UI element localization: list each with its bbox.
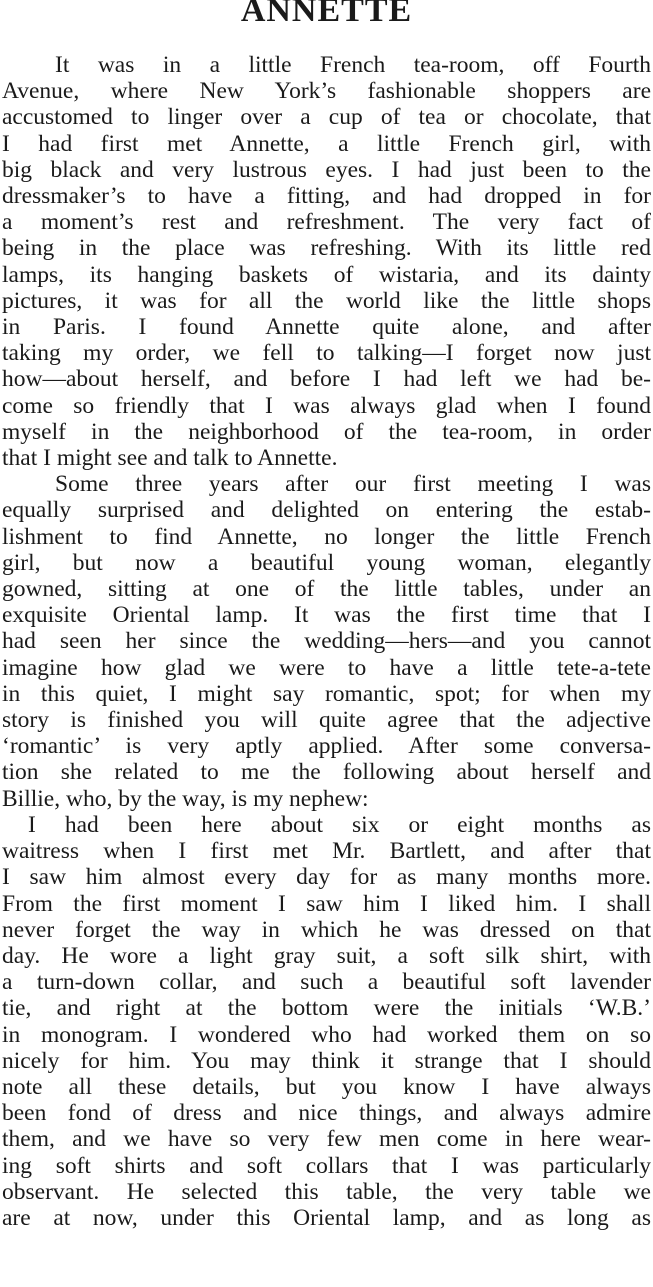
paragraph-1 bbox=[2, 52, 651, 471]
text-line: that I might see and talk to Annette. bbox=[2, 445, 338, 472]
text-line: accustomed to linger over a cup of tea or chocolate, that bbox=[2, 104, 651, 131]
text-line: waitress when I first met Mr. Bartlett, and after that bbox=[2, 838, 651, 865]
text-line: equally surprised and delighted on entering the estab- bbox=[2, 497, 651, 524]
text-line: I saw him almost every day for as many months more. bbox=[2, 864, 651, 891]
article-body bbox=[2, 52, 651, 1231]
text-line: tie, and right at the bottom were the initials ‘W.B.’ bbox=[2, 995, 651, 1022]
text-line: pictures, it was for all the world like the little shops bbox=[2, 287, 651, 314]
text-line: Avenue, where New York’s fashionable shoppers are bbox=[2, 78, 651, 105]
text-line: story is finished you will quite agree that the adjective bbox=[2, 707, 651, 734]
text-line: From the first moment I saw him I liked him. I shall bbox=[2, 890, 651, 917]
text-line: ing soft shirts and soft collars that I was particularly bbox=[2, 1152, 651, 1179]
text-line: how—about herself, and before I had left we had be- bbox=[2, 366, 651, 393]
text-line: girl, but now a beautiful young woman, elegantly bbox=[2, 549, 651, 576]
text-line: I had first met Annette, a little French girl, with bbox=[2, 130, 651, 157]
text-line: in monogram. I wondered who had worked them on so bbox=[2, 1021, 651, 1048]
text-line: come so friendly that I was always glad when I found bbox=[2, 392, 651, 419]
text-line: nicely for him. You may think it strange that I should bbox=[2, 1047, 651, 1074]
text-line: had seen her since the wedding—hers—and you cannot bbox=[2, 628, 651, 655]
text-line: ‘romantic’ is very aptly applied. After some conversa- bbox=[2, 733, 651, 760]
text-line: Billie, who, by the way, is my nephew: bbox=[2, 785, 369, 812]
text-line: taking my order, we fell to talking—I forget now just bbox=[2, 340, 651, 367]
text-line: dressmaker’s to have a fitting, and had dropped in for bbox=[2, 183, 651, 210]
text-line: been fond of dress and nice things, and always admire bbox=[2, 1100, 651, 1127]
text-line: a turn-down collar, and such a beautiful soft lavender bbox=[2, 969, 651, 996]
text-line: myself in the neighborhood of the tea-room, in order bbox=[2, 418, 651, 445]
text-line: Some three years after our first meeting I was bbox=[55, 471, 651, 498]
text-line: in Paris. I found Annette quite alone, and after bbox=[2, 314, 651, 341]
text-line: lishment to find Annette, no longer the little French bbox=[2, 523, 651, 550]
text-line: are at now, under this Oriental lamp, and as long as bbox=[2, 1204, 651, 1231]
text-line: tion she related to me the following about herself and bbox=[2, 759, 651, 786]
paragraph-2 bbox=[2, 471, 651, 812]
text-line: I had been here about six or eight months as bbox=[28, 811, 651, 838]
text-line: big black and very lustrous eyes. I had just been to the bbox=[2, 156, 651, 183]
text-line: lamps, its hanging baskets of wistaria, and its dainty bbox=[2, 261, 651, 288]
text-line: note all these details, but you know I have always bbox=[2, 1073, 651, 1100]
text-line: a moment’s rest and refreshment. The very fact of bbox=[2, 209, 651, 236]
text-line: gowned, sitting at one of the little tables, under an bbox=[2, 576, 651, 603]
article-title: ANNETTE bbox=[240, 0, 413, 29]
text-line: them, and we have so very few men come in here wear- bbox=[2, 1126, 651, 1153]
text-line: being in the place was refreshing. With its little red bbox=[2, 235, 651, 262]
text-line: never forget the way in which he was dressed on that bbox=[2, 916, 651, 943]
text-line: exquisite Oriental lamp. It was the first time that I bbox=[2, 602, 651, 629]
text-line: observant. He selected this table, the very table we bbox=[2, 1178, 651, 1205]
text-line: It was in a little French tea-room, off Fourth bbox=[55, 52, 651, 78]
text-line: in this quiet, I might say romantic, spot; for when my bbox=[2, 680, 651, 707]
text-line: imagine how glad we were to have a little tete-a-tete bbox=[2, 654, 651, 681]
paragraph-3 bbox=[2, 812, 651, 1231]
text-line: day. He wore a light gray suit, a soft silk shirt, with bbox=[2, 942, 651, 969]
